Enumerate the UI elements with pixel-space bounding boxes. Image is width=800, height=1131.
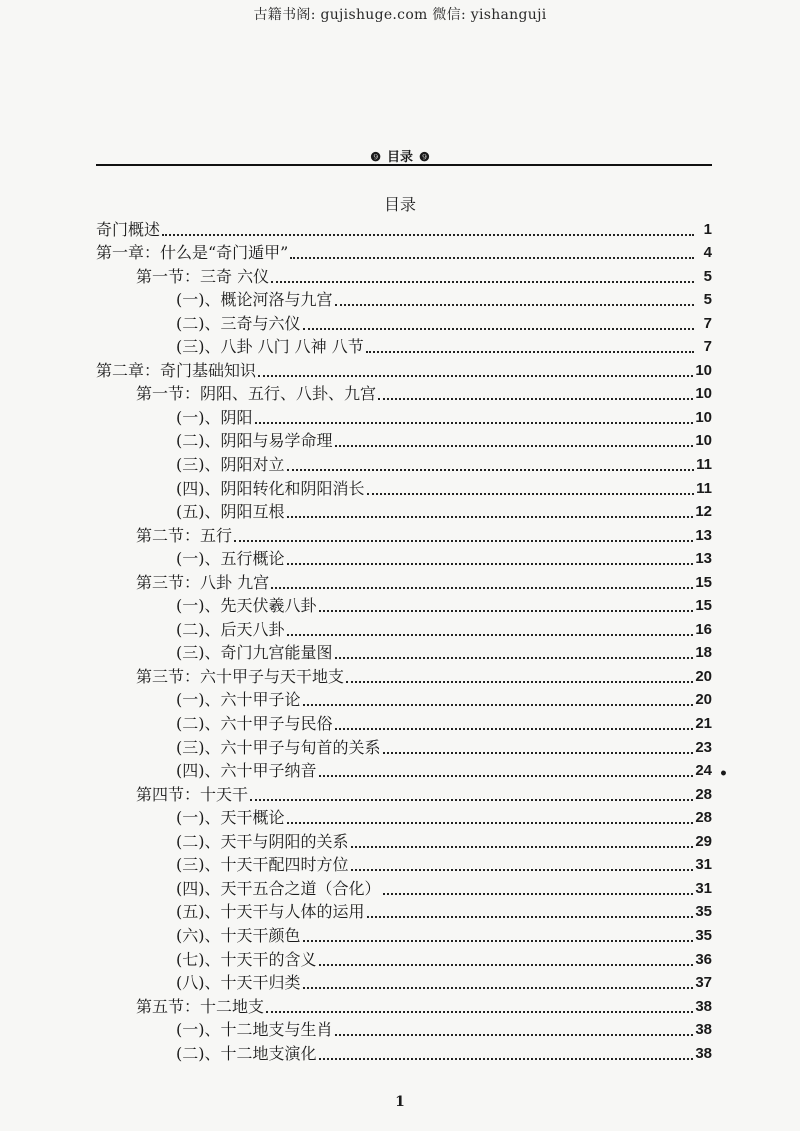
toc-entry-label: 第三节：八卦 九宫 <box>136 572 270 592</box>
toc-entry-page: 38 <box>695 997 712 1015</box>
toc-entry-page: 11 <box>696 456 712 474</box>
toc-entry-page: 21 <box>695 715 712 733</box>
toc-entry[interactable] <box>96 569 712 593</box>
toc-entry[interactable] <box>96 404 712 428</box>
toc-entry[interactable] <box>96 263 712 287</box>
toc-entry-label: (一)、阴阳 <box>176 407 253 427</box>
toc-entry-label: (二)、阴阳与易学命理 <box>176 431 333 451</box>
toc-entry-page: 11 <box>696 479 712 497</box>
toc-entry-label: (三)、十天干配四时方位 <box>176 855 349 875</box>
toc-entry-page: 36 <box>695 950 712 968</box>
toc-entry[interactable] <box>96 640 712 664</box>
toc-entry-label: (一)、概论河洛与九宫 <box>176 290 333 310</box>
toc-entry-page: 12 <box>695 503 712 521</box>
dot-leader <box>335 1033 694 1036</box>
toc-entry-label: 第三节：六十甲子与天干地支 <box>136 666 345 686</box>
watermark-text: 古籍书阁: gujishuge.com 微信: yishanguji <box>253 7 547 23</box>
toc-entry[interactable] <box>96 357 712 381</box>
toc-entry[interactable] <box>96 240 712 264</box>
toc-entry[interactable] <box>96 1017 712 1041</box>
toc-entry-page: 13 <box>695 550 712 568</box>
toc-entry-page: 10 <box>695 385 712 403</box>
toc-entry-label: (一)、十二地支与生肖 <box>176 1020 333 1040</box>
toc-entry-label: (五)、阴阳互根 <box>176 502 285 522</box>
toc-entry[interactable] <box>96 1040 712 1064</box>
toc-entry-page: 15 <box>695 597 712 615</box>
toc-entry-page: 24 <box>695 762 712 780</box>
toc-entry-label: (五)、十天干与人体的运用 <box>176 902 365 922</box>
toc-entry-page: 20 <box>695 667 712 685</box>
toc-entry-label: (二)、六十甲子与民俗 <box>176 714 333 734</box>
header-rule <box>96 164 712 166</box>
toc-entry-label: 第一节：阴阳、五行、八卦、九宫 <box>136 384 377 404</box>
running-head-right-ornament: ❾ <box>419 150 430 164</box>
toc-entry-page: 20 <box>695 691 712 709</box>
toc-entry[interactable] <box>96 781 712 805</box>
toc-entry-label: (四)、阴阳转化和阴阳消长 <box>176 478 365 498</box>
toc-entry[interactable] <box>96 616 712 640</box>
dot-leader <box>271 586 693 589</box>
toc-entry-label: (二)、后天八卦 <box>176 619 285 639</box>
toc-entry[interactable] <box>96 216 712 240</box>
toc-entry-label: (三)、六十甲子与旬首的关系 <box>176 737 381 757</box>
dot-leader <box>303 327 695 330</box>
dot-leader <box>290 256 694 259</box>
toc-entry-page: 5 <box>703 267 712 285</box>
toc-entry-page: 31 <box>695 856 712 874</box>
toc-entry[interactable] <box>96 428 712 452</box>
toc-entry[interactable] <box>96 852 712 876</box>
toc-entry[interactable] <box>96 475 712 499</box>
toc-entry-page: 13 <box>695 526 712 544</box>
toc-entry-page: 23 <box>695 738 712 756</box>
toc-entry[interactable] <box>96 899 712 923</box>
toc-entry-label: 第五节：十二地支 <box>136 996 265 1016</box>
dot-leader <box>287 562 694 565</box>
toc-entry-label: (六)、十天干颜色 <box>176 925 301 945</box>
dot-leader <box>234 539 693 542</box>
toc-entry[interactable] <box>96 310 712 334</box>
toc-entry-page: 16 <box>695 620 712 638</box>
toc-title: 目录 <box>383 195 416 214</box>
toc-entry-label: (一)、六十甲子论 <box>176 690 301 710</box>
toc-entry[interactable] <box>96 734 712 758</box>
dot-leader <box>271 280 694 283</box>
toc-entry-label: 奇门概述 <box>96 219 161 239</box>
dot-leader <box>319 1057 694 1060</box>
dot-leader <box>351 868 694 871</box>
toc-entry[interactable] <box>96 970 712 994</box>
toc-entry-label: (三)、八卦 八门 八神 八节 <box>176 337 364 357</box>
dot-leader <box>287 515 694 518</box>
dot-leader <box>335 444 694 447</box>
toc-entry-page: 1 <box>703 220 712 238</box>
toc-entry[interactable] <box>96 875 712 899</box>
toc-entry-page: 4 <box>703 244 712 262</box>
toc-entry-label: (二)、天干与阴阳的关系 <box>176 831 349 851</box>
toc-entry-label: (三)、奇门九宫能量图 <box>176 643 333 663</box>
toc-entry-label: 第一章：什么是“奇门遁甲” <box>96 243 289 263</box>
dot-leader <box>255 421 694 424</box>
dot-leader <box>319 609 694 612</box>
toc-entry-page: 35 <box>695 926 712 944</box>
toc-entry-page: 37 <box>695 974 712 992</box>
toc-entry[interactable] <box>96 687 712 711</box>
toc-entry-label: 第四节：十天干 <box>136 784 249 804</box>
toc-entry-label: 第二节：五行 <box>136 525 233 545</box>
dot-leader <box>367 915 694 918</box>
dot-leader <box>378 397 693 400</box>
toc-entry-page: 5 <box>703 291 712 309</box>
toc-entry-page: 7 <box>703 314 712 332</box>
dot-leader <box>335 656 694 659</box>
toc-entry-label: (四)、天干五合之道（合化） <box>176 878 381 898</box>
toc-entry-page: 29 <box>695 832 712 850</box>
toc-entry[interactable] <box>96 922 712 946</box>
toc-entry-label: (八)、十天干归类 <box>176 973 301 993</box>
dot-leader <box>303 986 694 989</box>
toc-entry-label: (一)、先天伏羲八卦 <box>176 596 317 616</box>
dot-leader <box>335 303 695 306</box>
stray-mark: • <box>719 766 728 782</box>
dot-leader <box>303 939 694 942</box>
running-head <box>0 146 800 165</box>
toc-entry-page: 35 <box>695 903 712 921</box>
toc-entry-label: (七)、十天干的含义 <box>176 949 317 969</box>
dot-leader <box>367 492 695 495</box>
toc-entry-label: (一)、天干概论 <box>176 808 285 828</box>
toc-entry[interactable] <box>96 710 712 734</box>
running-head-title: 目录 <box>386 150 413 165</box>
dot-leader <box>287 633 694 636</box>
toc-entry[interactable] <box>96 381 712 405</box>
toc-entry[interactable] <box>96 334 712 358</box>
dot-leader <box>383 751 694 754</box>
toc-entry[interactable] <box>96 499 712 523</box>
dot-leader <box>287 468 695 471</box>
dot-leader <box>266 1010 693 1013</box>
dot-leader <box>346 680 693 683</box>
toc-entry-page: 18 <box>695 644 712 662</box>
dot-leader <box>162 233 694 236</box>
toc-entry[interactable] <box>96 993 712 1017</box>
dot-leader <box>383 892 694 895</box>
dot-leader <box>258 374 693 377</box>
toc-entry-page: 38 <box>695 1044 712 1062</box>
dot-leader <box>250 798 693 801</box>
table-of-contents <box>96 216 712 1064</box>
toc-entry-label: (二)、三奇与六仪 <box>176 313 301 333</box>
dot-leader <box>366 350 694 353</box>
dot-leader <box>319 963 694 966</box>
dot-leader <box>351 845 694 848</box>
running-head-left-ornament: ❾ <box>370 150 381 164</box>
toc-entry-page: 10 <box>695 432 712 450</box>
toc-entry-page: 10 <box>695 408 712 426</box>
toc-entry[interactable] <box>96 593 712 617</box>
toc-entry-label: (二)、十二地支演化 <box>176 1043 317 1063</box>
toc-entry-page: 31 <box>695 879 712 897</box>
toc-entry[interactable] <box>96 805 712 829</box>
toc-entry-page: 15 <box>695 573 712 591</box>
toc-entry[interactable] <box>96 946 712 970</box>
toc-entry-page: 10 <box>695 361 712 379</box>
toc-entry-page: 28 <box>695 785 712 803</box>
dot-leader <box>335 727 694 730</box>
toc-entry[interactable] <box>96 546 712 570</box>
toc-entry[interactable] <box>96 758 712 782</box>
dot-leader <box>303 703 694 706</box>
page-number: 1 <box>395 1094 405 1110</box>
toc-entry-label: (三)、阴阳对立 <box>176 455 285 475</box>
toc-entry[interactable] <box>96 522 712 546</box>
toc-entry-page: 38 <box>695 1021 712 1039</box>
toc-entry-label: (一)、五行概论 <box>176 549 285 569</box>
toc-entry[interactable] <box>96 663 712 687</box>
toc-entry[interactable] <box>96 828 712 852</box>
toc-entry-page: 7 <box>703 338 712 356</box>
dot-leader <box>287 821 694 824</box>
toc-entry-page: 28 <box>695 809 712 827</box>
toc-entry-label: 第二章：奇门基础知识 <box>96 360 257 380</box>
toc-entry[interactable] <box>96 287 712 311</box>
dot-leader <box>319 774 694 777</box>
toc-entry-label: 第一节：三奇 六仪 <box>136 266 270 286</box>
toc-entry[interactable] <box>96 451 712 475</box>
toc-entry-label: (四)、六十甲子纳音 <box>176 761 317 781</box>
